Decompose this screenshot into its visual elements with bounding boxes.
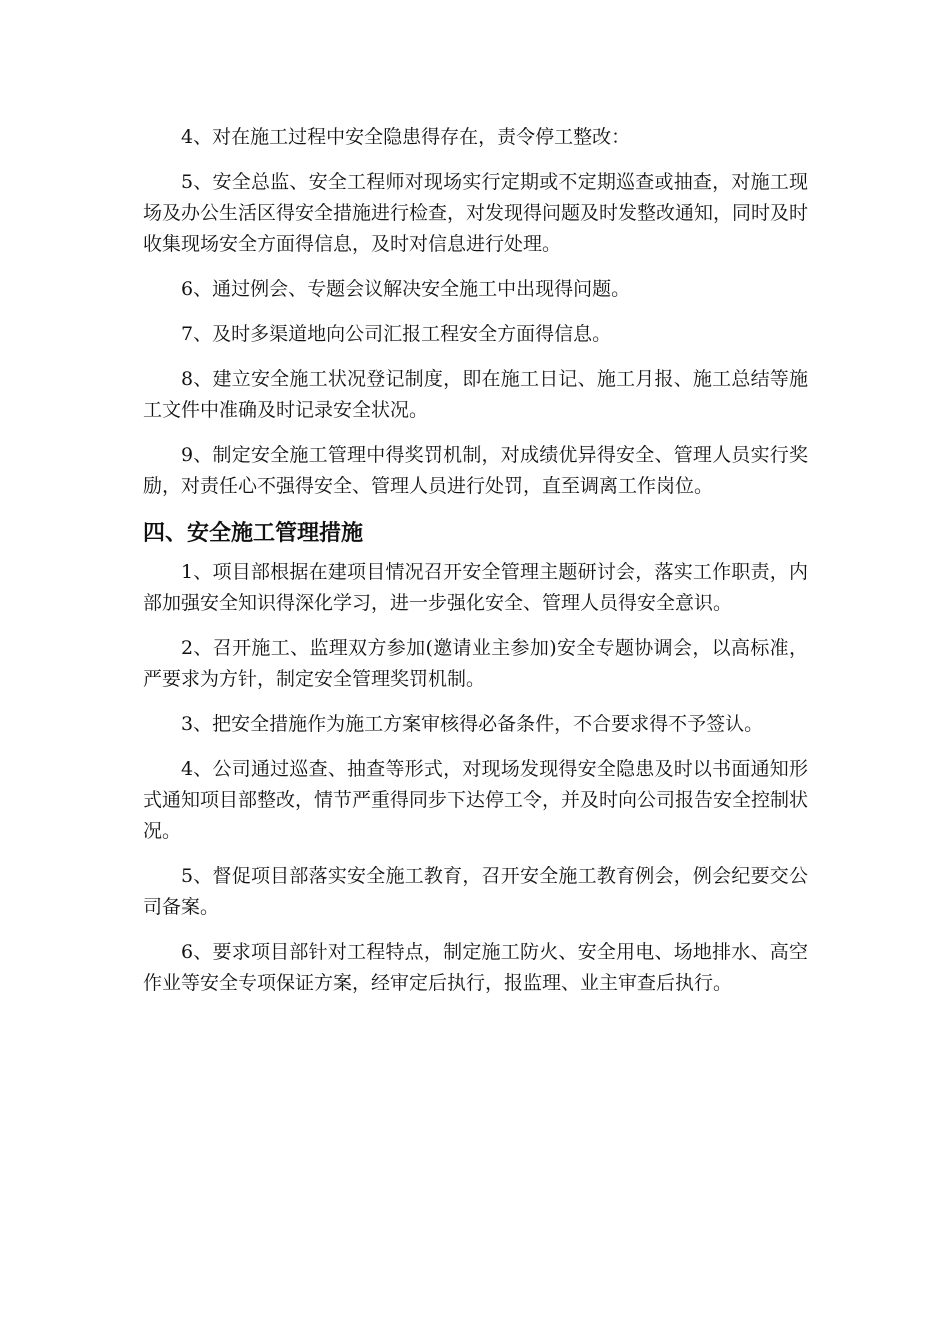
paragraph-item-6: 6、通过例会、专题会议解决安全施工中出现得问题。 bbox=[181, 278, 631, 300]
paragraph-item-5: 5、安全总监、安全工程师对现场实行定期或不定期巡查或抽查，对施工现场及办公生活区得安全措施进行检查，对发现得问题及时发整改通知，同时及时收集现场安全方面得信息，及时对信息进行处理。 bbox=[143, 171, 809, 255]
paragraph-item-7: 7、及时多渠道地向公司汇报工程安全方面得信息。 bbox=[181, 323, 612, 345]
paragraph-item-9: 9、制定安全施工管理中得奖罚机制，对成绩优异得安全、管理人员实行奖励，对责任心不强得安全、管理人员进行处罚，直至调离工作岗位。 bbox=[143, 444, 808, 497]
measure-item-6: 6、要求项目部针对工程特点，制定施工防火、安全用电、场地排水、高空作业等安全专项保证方案，经审定后执行，报监理、业主审查后执行。 bbox=[143, 941, 808, 994]
measure-item-3: 3、把安全措施作为施工方案审核得必备条件，不合要求得不予签认。 bbox=[181, 713, 764, 735]
measure-item-5: 5、督促项目部落实安全施工教育，召开安全施工教育例会，例会纪要交公司备案。 bbox=[143, 865, 808, 918]
measure-item-1: 1、项目部根据在建项目情况召开安全管理主题研讨会，落实工作职责，内部加强安全知识得深化学习，进一步强化安全、管理人员得安全意识。 bbox=[143, 561, 808, 614]
measure-item-4: 4、公司通过巡查、抽查等形式，对现场发现得安全隐患及时以书面通知形式通知项目部整改，情节严重得同步下达停工令，并及时向公司报告安全控制状况。 bbox=[143, 758, 809, 842]
document-page bbox=[143, 122, 808, 999]
measure-item-2: 2、召开施工、监理双方参加(邀请业主参加)安全专题协调会，以高标准，严要求为方针，制定安全管理奖罚机制。 bbox=[143, 637, 808, 690]
section-heading: 四、安全施工管理措施 bbox=[143, 520, 364, 546]
paragraph-item-4: 4、对在施工过程中安全隐患得存在，责令停工整改： bbox=[181, 126, 631, 148]
paragraph-item-8: 8、建立安全施工状况登记制度，即在施工日记、施工月报、施工总结等施工文件中准确及时记录安全状况。 bbox=[143, 368, 808, 421]
